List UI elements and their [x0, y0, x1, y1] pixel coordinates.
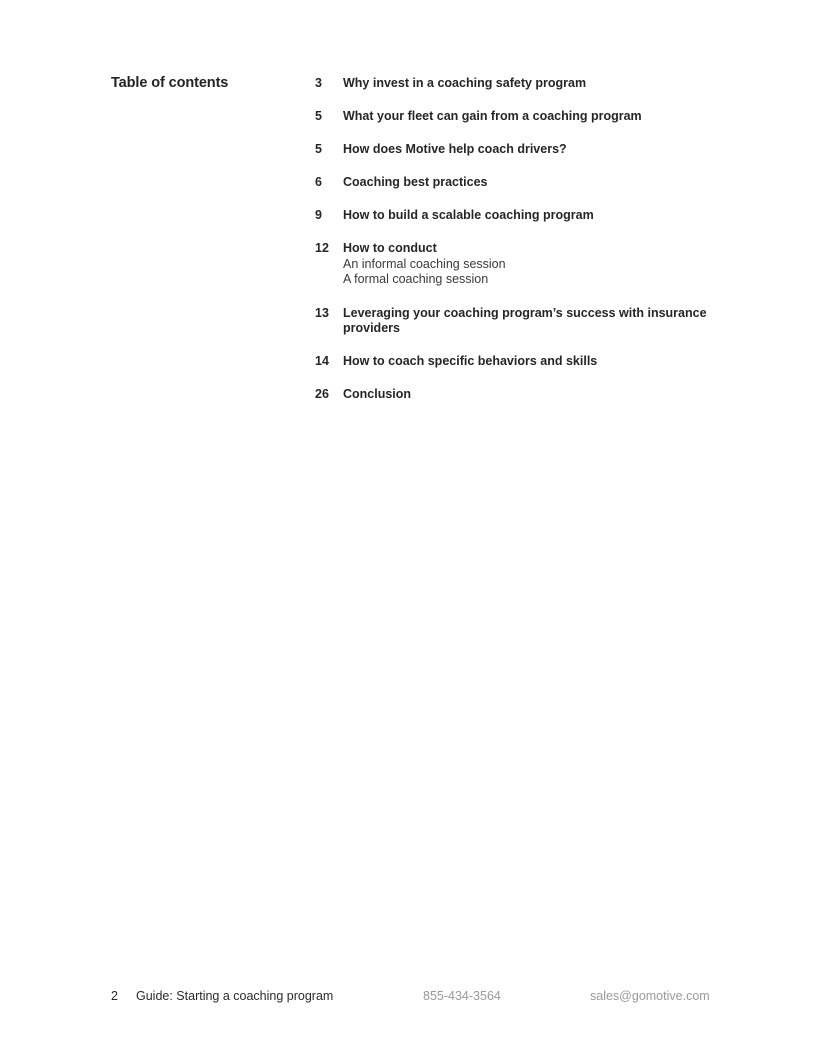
toc-entry[interactable]: [315, 76, 715, 92]
toc-entry[interactable]: [315, 175, 715, 191]
toc-page-number: 13: [315, 305, 329, 320]
toc-page-number: 26: [315, 387, 329, 402]
toc-title: Table of contents: [111, 75, 229, 91]
toc-heading[interactable]: Why invest in a coaching safety program: [343, 76, 587, 90]
toc-heading[interactable]: How to build a scalable coaching program: [343, 208, 594, 223]
toc-heading[interactable]: How to conduct: [343, 241, 437, 256]
footer-guide-title: Guide: Starting a coaching program: [136, 989, 334, 1003]
toc-entry[interactable]: [315, 306, 715, 337]
toc-entry[interactable]: [315, 142, 715, 158]
toc-heading[interactable]: Conclusion: [343, 387, 412, 402]
footer-phone[interactable]: 855-434-3564: [423, 989, 501, 1003]
toc-entry[interactable]: [315, 354, 715, 370]
toc-heading[interactable]: How does Motive help coach drivers?: [343, 142, 567, 157]
toc-subentry[interactable]: A formal coaching session: [343, 272, 489, 287]
toc-page-number: 3: [315, 76, 322, 90]
toc-heading[interactable]: How to coach specific behaviors and skills: [343, 354, 598, 369]
toc-heading[interactable]: What your fleet can gain from a coaching program: [343, 109, 642, 124]
toc-page-number: 12: [315, 241, 329, 256]
toc-page-number: 14: [315, 354, 329, 369]
toc-list: [315, 76, 715, 420]
toc-subentry[interactable]: An informal coaching session: [343, 256, 506, 271]
toc-entry[interactable]: [315, 387, 715, 403]
toc-page-number: 6: [315, 175, 322, 190]
toc-page-number: 5: [315, 142, 322, 157]
toc-heading[interactable]: Coaching best practices: [343, 175, 488, 190]
footer-email[interactable]: sales@gomotive.com: [590, 989, 710, 1003]
toc-page-number: 9: [315, 208, 322, 223]
toc-entry[interactable]: [315, 241, 715, 288]
toc-page-number: 5: [315, 109, 322, 124]
toc-entry[interactable]: [315, 109, 715, 125]
toc-entry[interactable]: [315, 208, 715, 224]
toc-heading[interactable]: Leveraging your coaching program’s success with insurance providers: [343, 305, 707, 336]
footer-page-number: 2: [111, 989, 118, 1003]
